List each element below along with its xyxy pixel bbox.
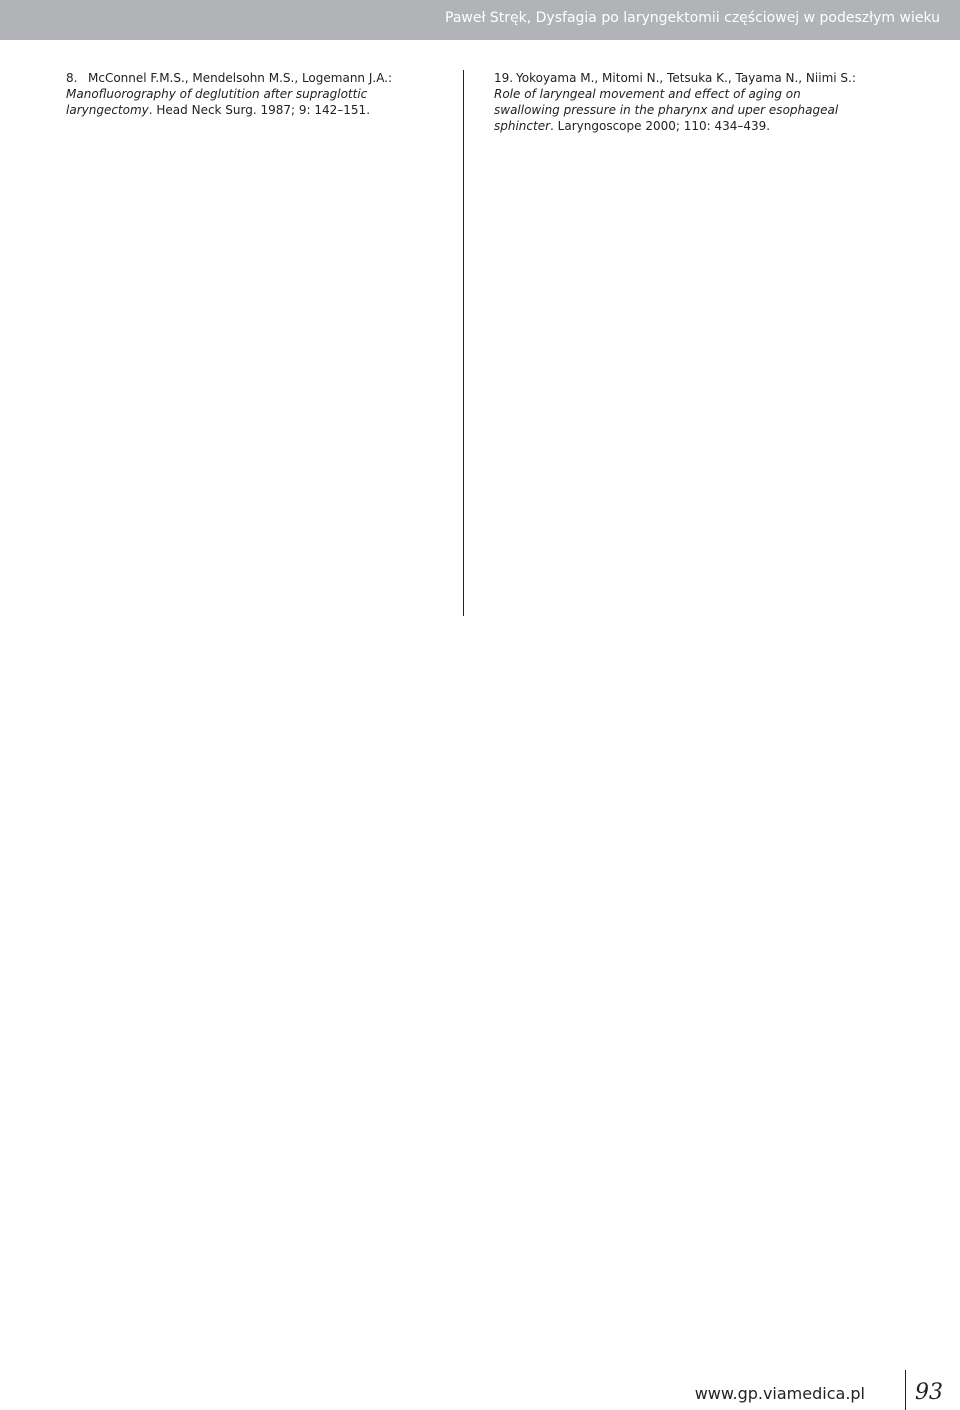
- footer-url: www.gp.viamedica.pl: [694, 1384, 865, 1403]
- reference-item: 8. McConnel F.M.S., Mendelsohn M.S., Logemann J.A.: Manofluorography of deglutition after supraglottic laryngectomy. Head Neck Surg. 1987; 9: 142–151.: [66, 71, 393, 117]
- footer-divider: [905, 1370, 906, 1410]
- column-divider: [463, 70, 464, 616]
- page-number: 93: [915, 1380, 943, 1405]
- reference-item: 19. Yokoyama M., Mitomi N., Tetsuka K., Tayama N., Niimi S.: Role of laryngeal movement and effect of aging on swallowing pressure in the pharynx and uper esophageal sphincter. Laryngoscope 2000; 110: 434–439.: [494, 71, 856, 133]
- header-band: [0, 0, 960, 40]
- running-header: Paweł Stręk, Dysfagia po laryngektomii częściowej w podeszłym wieku: [445, 10, 940, 26]
